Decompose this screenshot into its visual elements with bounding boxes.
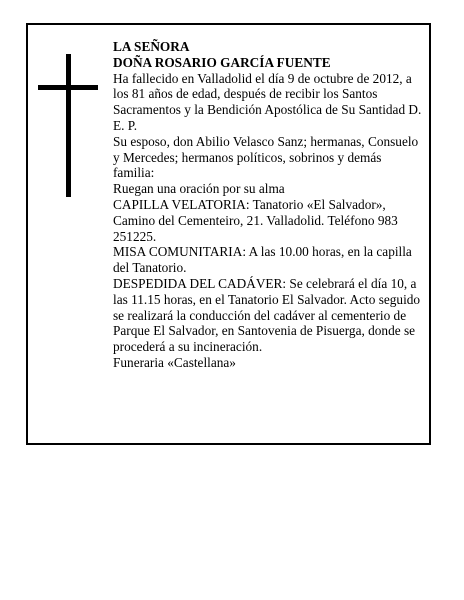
funeral-home: Funeraria «Castellana» — [113, 354, 236, 370]
farewell-info: DESPEDIDA DEL CADÁVER: Se celebrará el día 10, a las 11.15 horas, en el Tanatorio El Salvador. Acto seguido se realizará la conducción del cadáver al cementerio de Parque El Salvador, en Santovenia de Pisuerga, donde se procederá a su incineración. — [113, 275, 421, 355]
death-announcement: Ha fallecido en Valladolid el día 9 de octubre de 2012, a los 81 años de edad, después de recibir los Santos Sacramentos y la Bendición Apostólica de Su Santidad D. E. P. — [113, 70, 422, 133]
mass-info: MISA COMUNITARIA: A las 10.00 horas, en la capilla del Tanatorio. — [113, 244, 412, 276]
cross-horizontal-bar — [38, 85, 98, 90]
cross-vertical-bar — [66, 54, 71, 197]
cross-icon — [38, 54, 98, 197]
family-list: Su esposo, don Abilio Velasco Sanz; hermanas, Consuelo y Mercedes; hermanos políticos, sobrinos y demás familia: — [113, 133, 419, 181]
deceased-name: DOÑA ROSARIO GARCÍA FUENTE — [113, 54, 331, 70]
obituary-text — [113, 39, 423, 371]
notice-heading: LA SEÑORA — [113, 39, 190, 54]
prayer-request: Ruegan una oración por su alma — [113, 181, 285, 197]
chapel-info: CAPILLA VELATORIA: Tanatorio «El Salvador», Camino del Cementeiro, 21. Valladolid. Teléfono 983 251225. — [113, 196, 398, 244]
